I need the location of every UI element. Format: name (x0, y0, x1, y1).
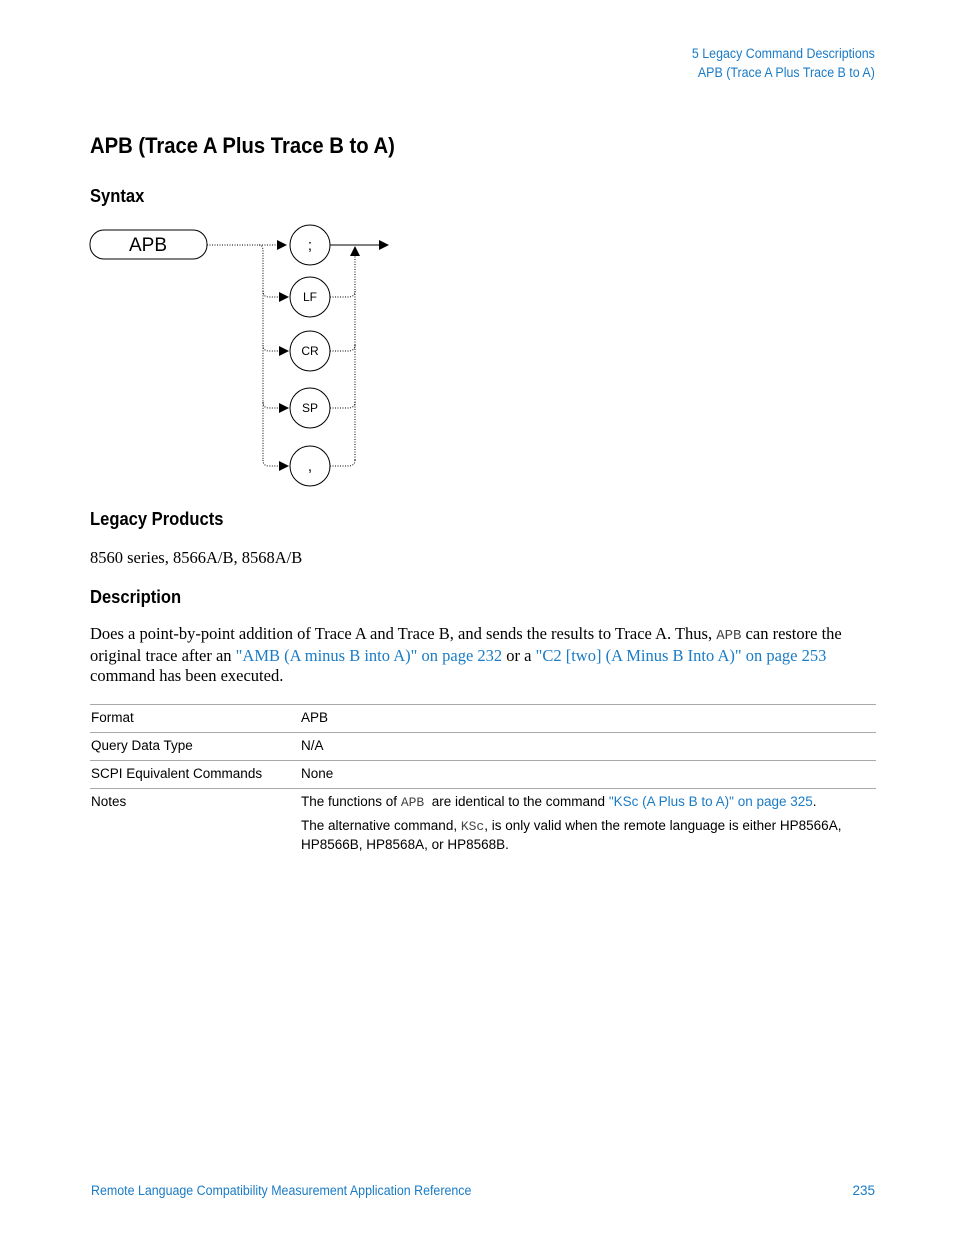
header-section: APB (Trace A Plus Trace B to A) (698, 65, 875, 80)
table-row (90, 733, 876, 761)
description-paragraph (90, 624, 880, 686)
table-row (90, 705, 876, 733)
note-text: , is only valid when the remote language is either HP8566A, HP8566B, HP8568A, or HP8568B. (301, 818, 842, 852)
table-value: APB (300, 705, 876, 733)
desc-code: APB (716, 628, 742, 644)
desc-text: command has been executed. (90, 666, 284, 685)
desc-text: can restore the original trace after an (90, 624, 842, 665)
table-key: SCPI Equivalent Commands (90, 761, 300, 789)
description-heading: Description (90, 587, 182, 607)
page-number: 235 (852, 1183, 875, 1198)
syntax-diagram (86, 222, 406, 494)
note-text: The functions of (301, 794, 401, 809)
note-2 (301, 817, 876, 854)
terminator-label: CR (301, 344, 319, 358)
desc-text: or a (502, 646, 536, 665)
terminator-label: , (307, 458, 313, 475)
terminator-label: ; (307, 237, 313, 254)
header-chapter: 5 Legacy Command Descriptions (692, 46, 875, 61)
table-value: None (300, 761, 876, 789)
footer-title: Remote Language Compatibility Measurement Application Reference (91, 1183, 472, 1198)
legacy-products-heading: Legacy Products (90, 509, 224, 529)
desc-text: Does a point-by-point addition of Trace A and Trace B, and sends the results to Trace A. Thus, (90, 624, 717, 643)
table-row (90, 761, 876, 789)
note-text: The alternative command, (301, 818, 461, 833)
table-key: Query Data Type (90, 733, 300, 761)
c2-link[interactable]: "C2 [two] (A Minus B Into A)" on page 253 (535, 646, 827, 665)
amb-link[interactable]: "AMB (A minus B into A)" on page 232 (235, 646, 503, 665)
note-code: APB (400, 795, 425, 810)
command-text: APB (128, 235, 168, 256)
ksc-link[interactable]: "KSc (A Plus B to A)" on page 325 (608, 794, 813, 809)
terminator-label: LF (302, 290, 318, 304)
note-text: . (812, 794, 817, 809)
command-info-table (90, 704, 876, 864)
note-text: are identical to the command (424, 794, 609, 809)
note-1 (301, 793, 876, 812)
table-key: Notes (90, 789, 300, 865)
table-key: Format (90, 705, 300, 733)
legacy-products-text: 8560 series, 8566A/B, 8568A/B (90, 548, 303, 567)
table-value (300, 789, 876, 865)
table-value: N/A (300, 733, 876, 761)
note-code: KSc (460, 819, 485, 834)
terminator-label: SP (301, 401, 319, 415)
running-header (692, 44, 875, 82)
syntax-heading: Syntax (90, 186, 145, 206)
page-title: APB (Trace A Plus Trace B to A) (90, 133, 395, 158)
table-row (90, 789, 876, 865)
